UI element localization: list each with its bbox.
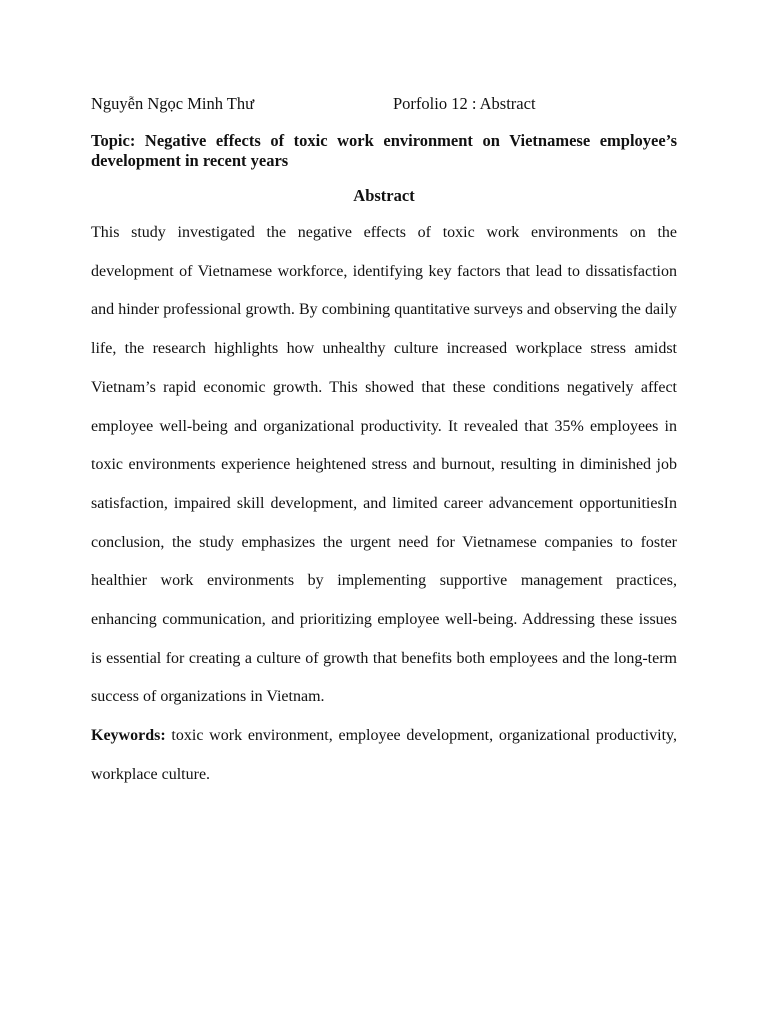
author-name: Nguyễn Ngọc Minh Thư — [91, 94, 255, 113]
abstract-heading: Abstract — [353, 186, 415, 205]
abstract-paragraph: This study investigated the negative effects of toxic work environments on the development of Vietnamese workforce, identifying key factors that lead to dissatisfaction and hinder professional growth. By combining quantitative surveys and observing the daily life, the research highlights how unhealthy culture increased workplace stress amidst Vietnam’s rapid economic growth. This showed that these conditions negatively affect employee well-being and organizational productivity. It revealed that 35% employees in toxic environments experience heightened stress and burnout, resulting in diminished job satisfaction, impaired skill development, and limited career advancement opportunitiesIn conclusion, the study emphasizes the urgent need for Vietnamese companies to foster healthier work environments by implementing supportive management practices, enhancing communication, and prioritizing employee well-being. Addressing these issues is essential for creating a culture of growth that benefits both employees and the long-term success of organizations in Vietnam. — [91, 224, 677, 706]
document-page — [91, 93, 677, 795]
keywords-text: toxic work environment, employee development, organizational productivity, workplace culture. — [91, 727, 677, 783]
keywords-label: Keywords: — [91, 727, 166, 745]
document-header — [91, 93, 677, 115]
portfolio-title: Porfolio 12 : Abstract — [393, 94, 536, 113]
keywords-paragraph — [91, 717, 677, 794]
topic-heading: Topic: Negative effects of toxic work environment on Vietnamese employee’s development in recent years — [91, 131, 677, 170]
